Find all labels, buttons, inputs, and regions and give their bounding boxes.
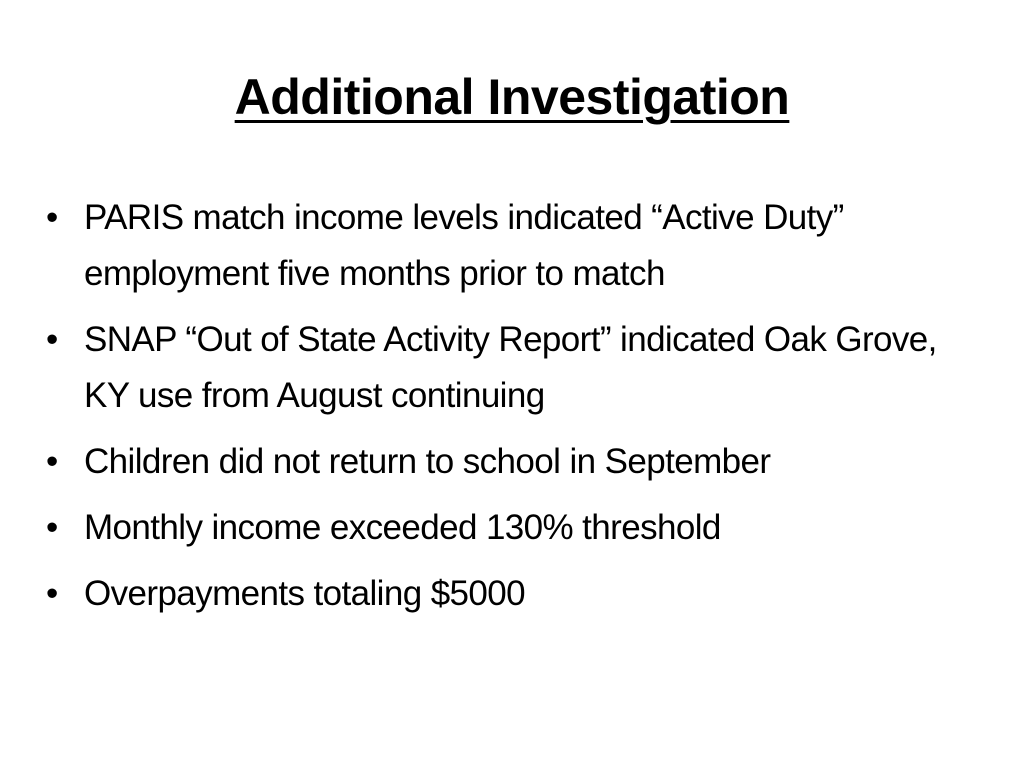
slide-title-text: Additional Investigation [234,69,790,125]
bullet-item [46,434,966,490]
bullet-text: Overpayments totaling $5000 [84,574,526,613]
bullet-list [46,190,966,632]
bullet-icon: • [46,198,58,237]
bullet-item [46,500,966,556]
bullet-icon: • [46,442,58,481]
bullet-item [46,190,966,302]
bullet-text: Monthly income exceeded 130% threshold [84,508,721,547]
bullet-text: PARIS match income levels indicated “Active Duty” employment five months prior to match [84,198,844,293]
bullet-icon: • [46,320,58,359]
bullet-text: SNAP “Out of State Activity Report” indicated Oak Grove, KY use from August continuing [84,320,937,415]
bullet-icon: • [46,508,58,547]
bullet-item [46,566,966,622]
bullet-icon: • [46,574,58,613]
bullet-text: Children did not return to school in September [84,442,771,481]
bullet-item [46,312,966,424]
slide-title [0,62,1024,132]
